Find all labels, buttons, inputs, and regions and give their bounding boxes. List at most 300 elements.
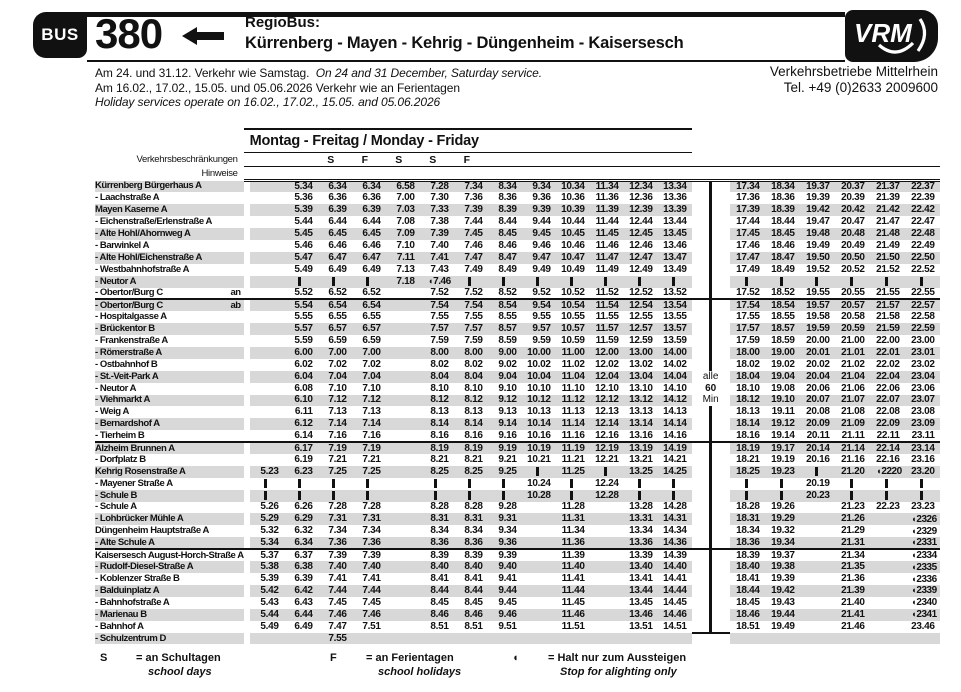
time-cell: 23.07 <box>905 395 940 407</box>
time-cell: 20.16 <box>806 453 830 465</box>
time-cell: 7.44 <box>464 216 483 228</box>
no-stop-bar-icon <box>885 479 888 488</box>
time-cell <box>905 490 940 502</box>
time-cell <box>386 311 420 323</box>
time-cell: 5.26 <box>260 501 279 513</box>
time-cell: 19.55 <box>800 288 835 300</box>
time-cell: 20.39 <box>841 192 865 204</box>
stop-name-text: - Lohbrücker Mühle A <box>95 513 184 525</box>
time-cell: 14.28 <box>663 501 687 513</box>
time-cell: 12.55 <box>629 311 653 323</box>
time-cell: 7.39 <box>420 228 454 240</box>
no-stop-bar-icon <box>332 277 335 286</box>
time-cell: 20.01 <box>800 347 835 359</box>
time-cell: 10.28 <box>522 490 556 502</box>
vrm-logo <box>845 10 938 62</box>
time-cell: 20.06 <box>806 382 830 394</box>
time-cell <box>522 276 556 288</box>
time-cell: 23.46 <box>911 620 935 632</box>
time-cell: 12.24 <box>595 477 619 489</box>
time-cell: 19.00 <box>765 347 800 359</box>
time-cell: 7.12 <box>318 395 352 407</box>
time-cell: 9.55 <box>532 311 551 323</box>
restriction-flag <box>250 153 284 167</box>
stop-name <box>95 561 244 573</box>
time-cell <box>386 442 420 454</box>
no-stop-bar-icon <box>434 479 437 488</box>
time-cell: 9.31 <box>488 513 522 525</box>
time-cell <box>250 418 284 430</box>
time-cell: 11.12 <box>556 395 590 407</box>
time-cell: 18.21 <box>736 453 760 465</box>
time-cell: 7.59 <box>464 335 483 347</box>
time-cell: 20.58 <box>841 311 865 323</box>
time-cell: 20.49 <box>841 239 865 251</box>
stop-name <box>95 537 244 549</box>
time-cell <box>386 335 420 347</box>
time-cell: 7.36 <box>464 192 483 204</box>
restriction-flag: F <box>352 153 386 167</box>
time-cell: 7.57 <box>420 323 454 335</box>
time-cell: 20.04 <box>800 371 835 383</box>
time-cell <box>590 609 624 621</box>
time-cell: 20.19 <box>806 477 830 489</box>
alighting-only-icon: ◖ <box>910 597 917 608</box>
time-cell: 9.47 <box>522 252 556 264</box>
time-cell <box>386 490 420 502</box>
time-cell <box>386 561 420 573</box>
stop-name <box>95 549 244 561</box>
time-cell <box>730 478 765 490</box>
time-cell: 8.40 <box>420 561 454 573</box>
time-cell: 9.13 <box>498 406 517 418</box>
stop-name <box>95 288 244 300</box>
time-cell: 19.44 <box>765 609 800 621</box>
time-cell: 13.13 <box>629 406 653 418</box>
gap-bracket-cell <box>692 502 730 514</box>
time-cell <box>870 537 905 549</box>
time-cell <box>386 406 420 418</box>
time-cell: 22.52 <box>911 263 935 275</box>
line-number: 380 <box>95 10 163 57</box>
time-cell: 8.19 <box>454 442 488 454</box>
time-cell: 21.41 <box>835 609 870 621</box>
time-cell: 19.02 <box>771 358 795 370</box>
arrival-departure-note: an <box>230 287 241 298</box>
time-cell: 8.12 <box>420 395 454 407</box>
time-cell: 8.14 <box>454 418 488 430</box>
time-cell: 13.36 <box>663 192 687 204</box>
time-cell: 11.04 <box>556 371 590 383</box>
time-cell <box>800 549 835 561</box>
time-cell: 18.44 <box>771 216 795 228</box>
restriction-flag: S <box>386 153 420 167</box>
time-cell: 6.59 <box>362 335 381 347</box>
stop-name-text: - Alte Hohl/Ahornweg A <box>95 228 191 239</box>
time-cell: 20.14 <box>800 442 835 454</box>
time-cell <box>765 633 800 645</box>
time-cell <box>556 490 590 502</box>
time-cell: 21.23 <box>841 501 865 513</box>
stop-name <box>95 478 244 490</box>
time-cell: 18.34 <box>736 525 760 537</box>
time-cell: 23.00 <box>911 335 935 347</box>
time-cell: 14.04 <box>658 371 692 383</box>
left-arrow-icon <box>180 25 226 52</box>
table-row <box>95 252 940 264</box>
no-stop-bar-icon <box>638 479 641 488</box>
time-cell <box>250 359 284 371</box>
legend-text-en: school holidays <box>378 665 462 678</box>
time-cell: 6.58 <box>386 181 420 193</box>
time-cell: 18.40 <box>730 561 765 573</box>
time-cell: 14.02 <box>663 358 687 370</box>
time-cell: 19.11 <box>771 406 795 418</box>
time-cell <box>800 633 835 645</box>
time-cell: 9.14 <box>488 418 522 430</box>
time-cell: 13.57 <box>658 323 692 335</box>
time-cell: 7.19 <box>318 442 352 454</box>
time-cell: 18.12 <box>730 395 765 407</box>
time-cell: 6.39 <box>294 573 313 585</box>
stop-name <box>95 585 244 597</box>
stop-name-text: - Brückentor B <box>95 323 155 335</box>
stop-name <box>95 181 244 193</box>
no-stop-bar-icon <box>264 491 267 500</box>
stop-name <box>95 359 244 371</box>
restriction-flag <box>318 167 352 181</box>
time-cell <box>624 478 658 490</box>
brand-label: RegioBus: <box>245 14 320 31</box>
time-cell: 7.25 <box>352 466 386 478</box>
no-stop-bar-icon <box>638 491 641 500</box>
time-cell: 11.52 <box>590 288 624 300</box>
time-cell: 7.31 <box>352 513 386 525</box>
restriction-flag <box>488 153 522 167</box>
time-cell: 10.39 <box>556 204 590 216</box>
time-cell: 12.49 <box>629 263 653 275</box>
time-cell: 14.44 <box>658 585 692 597</box>
time-cell <box>870 478 905 490</box>
time-cell <box>386 549 420 561</box>
time-cell <box>386 371 420 383</box>
time-cell: 8.44 <box>454 585 488 597</box>
no-stop-bar-icon <box>885 277 888 286</box>
time-cell: 8.49 <box>498 263 517 275</box>
time-cell: 7.25 <box>318 466 352 478</box>
time-cell: 9.39 <box>522 204 556 216</box>
note-line: Am 16.02., 17.02., 15.05. und 05.06.2026 Verkehr wie an Ferientagen <box>95 80 460 95</box>
time-cell: 8.36 <box>498 192 517 204</box>
time-cell: 9.44 <box>532 216 551 228</box>
time-cell: 6.46 <box>362 239 381 251</box>
time-cell: 7.46 <box>464 239 483 251</box>
time-cell: 19.58 <box>806 311 830 323</box>
time-cell: 14.21 <box>663 453 687 465</box>
time-cell: 10.02 <box>527 358 551 370</box>
note-line: Holiday services operate on 16.02., 17.02., 15.05. and 05.06.2026 <box>95 95 441 109</box>
time-cell: 13.44 <box>624 585 658 597</box>
time-cell: 17.52 <box>730 288 765 300</box>
time-cell: 19.29 <box>765 513 800 525</box>
stop-name <box>95 395 244 407</box>
time-cell: 7.51 <box>362 620 381 632</box>
vrm-logo-text: VRM <box>854 18 912 48</box>
time-cell: 19.38 <box>765 561 800 573</box>
time-cell: 7.34 <box>328 525 347 537</box>
time-cell <box>522 537 556 549</box>
restriction-flag <box>624 167 658 181</box>
time-cell: 7.10 <box>396 239 415 251</box>
no-stop-bar-icon <box>780 479 783 488</box>
stop-name-text: - Westbahnhofstraße A <box>95 263 190 275</box>
time-cell: 7.14 <box>318 418 352 430</box>
time-cell <box>870 549 905 561</box>
restriction-flag <box>905 167 940 181</box>
stop-name <box>95 525 244 537</box>
time-cell <box>870 573 905 585</box>
time-cell <box>590 466 624 478</box>
time-cell <box>765 478 800 490</box>
time-cell: 7.28 <box>362 501 381 513</box>
restriction-flag: F <box>454 153 488 167</box>
time-cell: 7.02 <box>328 358 347 370</box>
time-cell: 7.41 <box>362 573 381 585</box>
time-cell: 22.00 <box>876 335 900 347</box>
stop-name <box>95 383 244 395</box>
time-cell: 22.09 <box>870 418 905 430</box>
time-cell <box>386 525 420 537</box>
time-cell <box>870 525 905 537</box>
time-cell: 8.10 <box>464 382 483 394</box>
table-row <box>95 192 940 204</box>
time-cell: ◖2341 <box>905 609 940 621</box>
table-row <box>95 597 940 609</box>
restriction-flag <box>835 153 870 167</box>
time-cell <box>590 621 624 633</box>
time-cell: 23.20 <box>905 466 940 478</box>
gap-bracket-cell <box>692 454 730 466</box>
time-cell: 12.45 <box>624 228 658 240</box>
time-cell: 11.49 <box>595 263 619 275</box>
time-cell: 11.00 <box>556 347 590 359</box>
gap-bracket-cell <box>692 525 730 537</box>
time-cell: 8.31 <box>454 513 488 525</box>
time-cell: 12.46 <box>629 239 653 251</box>
restriction-flag <box>556 153 590 167</box>
time-cell: 9.10 <box>498 382 517 394</box>
time-cell: ◖2326 <box>905 513 940 525</box>
time-cell: 14.40 <box>658 561 692 573</box>
time-cell: 21.50 <box>870 252 905 264</box>
time-cell: 7.44 <box>318 585 352 597</box>
time-cell <box>454 478 488 490</box>
time-cell: 9.00 <box>488 347 522 359</box>
time-cell: 19.17 <box>765 442 800 454</box>
time-cell: 22.47 <box>911 216 935 228</box>
time-cell <box>250 430 284 442</box>
time-cell: 7.13 <box>396 263 415 275</box>
time-cell <box>658 276 692 288</box>
table-row <box>95 442 940 454</box>
time-cell <box>250 406 284 418</box>
time-cell: 22.55 <box>905 288 940 300</box>
time-cell: 10.04 <box>522 371 556 383</box>
hints-label: Hinweise <box>201 167 238 179</box>
time-cell: 21.36 <box>841 573 865 585</box>
time-cell: 8.28 <box>430 501 449 513</box>
no-stop-bar-icon <box>604 467 607 476</box>
time-cell: 8.16 <box>454 430 488 442</box>
stop-name-text: - Alte Hohl/Eichenstraße A <box>95 251 202 263</box>
table-row <box>95 347 940 359</box>
time-cell: 6.49 <box>294 620 313 632</box>
operator-name: Verkehrsbetriebe Mittelrhein <box>769 64 938 79</box>
legend-symbol-s: S <box>100 652 108 664</box>
time-cell: 9.04 <box>488 371 522 383</box>
time-cell: 20.55 <box>835 288 870 300</box>
time-cell: 6.00 <box>284 347 318 359</box>
no-stop-bar-icon <box>780 491 783 500</box>
time-cell: 5.49 <box>260 620 279 632</box>
time-cell: 21.14 <box>835 442 870 454</box>
stop-name-text: Kürrenberg Bürgerhaus A <box>95 180 202 192</box>
time-cell <box>658 478 692 490</box>
time-cell: 10.14 <box>522 418 556 430</box>
time-cell: 17.45 <box>730 228 765 240</box>
time-cell: 17.49 <box>736 263 760 275</box>
time-cell: 8.00 <box>420 347 454 359</box>
table-row <box>95 228 940 240</box>
time-cell <box>522 573 556 585</box>
time-cell: 21.47 <box>876 216 900 228</box>
time-cell: 11.13 <box>561 406 585 418</box>
time-cell <box>250 490 284 502</box>
time-cell: 8.19 <box>420 442 454 454</box>
time-cell: 8.04 <box>420 371 454 383</box>
gap-bracket-cell <box>692 240 730 252</box>
stop-name-text: Mayen Kaserne A <box>95 204 168 216</box>
time-cell <box>284 276 318 288</box>
time-cell <box>870 633 905 645</box>
no-stop-bar-icon <box>638 277 641 286</box>
time-cell: 10.46 <box>561 239 585 251</box>
table-row <box>95 204 940 216</box>
time-cell: 11.28 <box>561 501 585 513</box>
stop-name <box>95 418 244 430</box>
timetable <box>95 128 940 644</box>
flags-row <box>95 153 940 167</box>
time-cell: 19.43 <box>771 596 795 608</box>
table-row <box>95 276 940 288</box>
time-cell <box>658 490 692 502</box>
time-cell <box>250 299 284 311</box>
legend-school-days <box>100 652 221 679</box>
time-cell <box>318 276 352 288</box>
table-row <box>95 490 940 502</box>
time-cell: 10.21 <box>527 453 551 465</box>
time-cell: 18.39 <box>736 549 760 561</box>
time-cell: 11.39 <box>561 549 585 561</box>
no-stop-bar-icon <box>850 277 853 286</box>
time-cell: 6.49 <box>328 263 347 275</box>
stop-name <box>95 371 244 383</box>
time-cell: 20.00 <box>806 335 830 347</box>
restriction-flag <box>730 167 765 181</box>
time-cell: 7.39 <box>328 549 347 561</box>
time-cell: 19.39 <box>771 573 795 585</box>
no-stop-bar-icon <box>332 479 335 488</box>
gap-bracket-cell <box>692 288 730 300</box>
time-cell <box>590 585 624 597</box>
time-cell: 13.28 <box>629 501 653 513</box>
time-cell: 12.47 <box>624 252 658 264</box>
time-cell: 14.19 <box>658 442 692 454</box>
time-cell: 10.57 <box>556 323 590 335</box>
time-cell: 9.41 <box>498 573 517 585</box>
time-cell: 9.25 <box>488 466 522 478</box>
time-cell: 11.39 <box>590 204 624 216</box>
no-stop-bar-icon <box>672 479 675 488</box>
time-cell: 21.26 <box>835 513 870 525</box>
time-cell: 6.54 <box>352 299 386 311</box>
time-cell: 12.52 <box>624 288 658 300</box>
table-row <box>95 181 940 193</box>
time-cell: 7.46 <box>318 609 352 621</box>
time-cell <box>800 597 835 609</box>
time-cell: 7.00 <box>396 192 415 204</box>
time-cell: 22.23 <box>876 501 900 513</box>
time-cell: 5.47 <box>284 252 318 264</box>
time-cell: 21.52 <box>876 263 900 275</box>
gap-bracket-cell <box>692 228 730 240</box>
time-cell: 6.34 <box>284 537 318 549</box>
time-cell <box>765 490 800 502</box>
time-cell: 6.04 <box>284 371 318 383</box>
time-cell: 19.59 <box>800 323 835 335</box>
time-cell: 5.23 <box>250 466 284 478</box>
time-cell: 5.39 <box>260 573 279 585</box>
time-cell: 6.44 <box>328 216 347 228</box>
time-cell <box>590 502 624 514</box>
time-cell: 23.01 <box>905 347 940 359</box>
time-cell: 11.36 <box>595 192 619 204</box>
time-cell: 7.33 <box>420 204 454 216</box>
time-cell: 17.34 <box>730 181 765 193</box>
time-cell: 7.45 <box>328 596 347 608</box>
time-cell <box>318 490 352 502</box>
time-cell: 10.52 <box>556 288 590 300</box>
time-cell <box>250 395 284 407</box>
time-cell: 7.41 <box>420 252 454 264</box>
no-stop-bar-icon <box>920 479 923 488</box>
time-cell: 21.00 <box>841 335 865 347</box>
restriction-flag <box>590 167 624 181</box>
time-cell: 6.43 <box>294 596 313 608</box>
time-cell <box>386 347 420 359</box>
time-cell: 22.50 <box>905 252 940 264</box>
time-cell: 7.13 <box>328 406 347 418</box>
restriction-flag <box>870 167 905 181</box>
time-cell: 9.19 <box>488 442 522 454</box>
time-cell <box>870 585 905 597</box>
time-cell <box>250 311 284 323</box>
gap-bracket-cell <box>692 347 730 359</box>
time-cell <box>905 478 940 490</box>
time-cell: 7.39 <box>454 204 488 216</box>
time-cell <box>488 490 522 502</box>
time-cell: 22.42 <box>905 204 940 216</box>
